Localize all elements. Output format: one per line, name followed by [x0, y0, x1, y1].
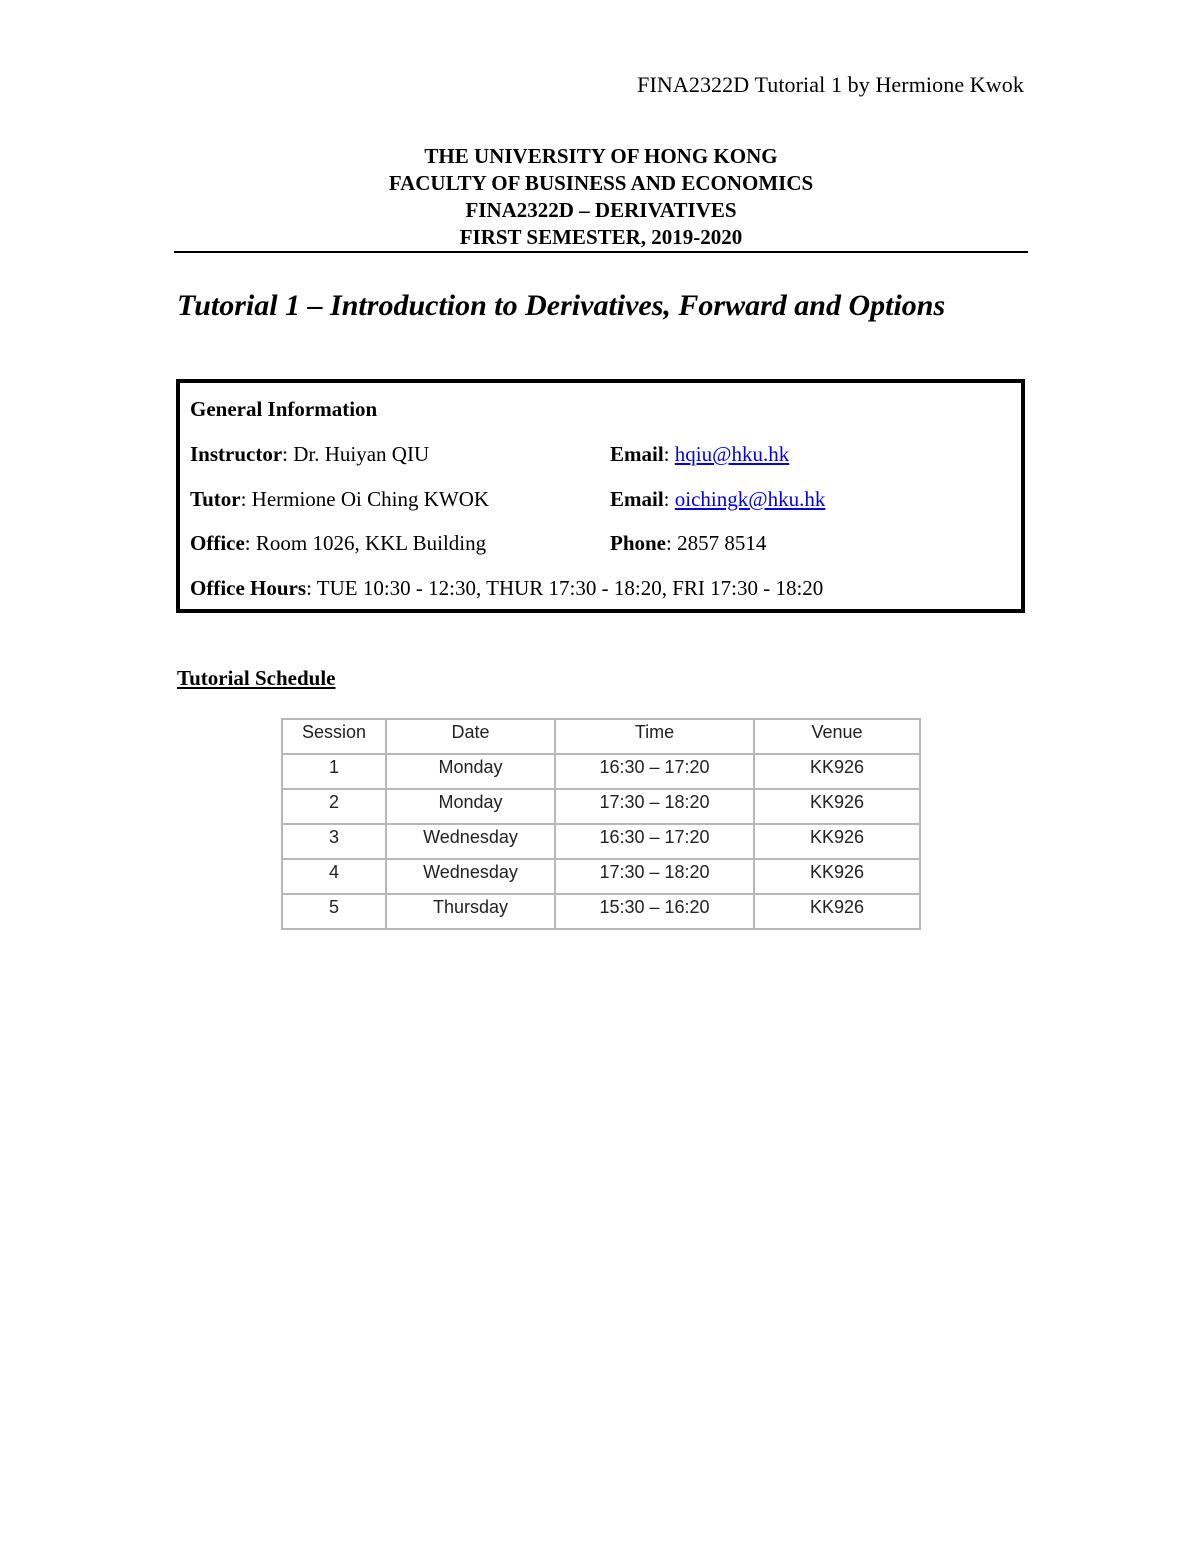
date-cell: Monday — [386, 789, 555, 824]
table-row — [282, 789, 920, 824]
instructor-label: Instructor — [190, 442, 283, 466]
office-line — [190, 531, 486, 556]
tutor-email-label: Email — [610, 487, 664, 511]
office-label: Office — [190, 531, 245, 555]
office-value: : Room 1026, KKL Building — [244, 531, 487, 555]
instructor-value: : Dr. Huiyan QIU — [282, 442, 430, 466]
column-header-venue: Venue — [754, 719, 920, 754]
masthead — [174, 143, 1028, 251]
session-cell: 3 — [282, 824, 386, 859]
session-cell: 1 — [282, 754, 386, 789]
time-cell: 15:30 – 16:20 — [555, 894, 754, 929]
table-row — [282, 824, 920, 859]
masthead-divider — [174, 251, 1028, 253]
phone-value: : 2857 8514 — [666, 531, 767, 555]
instructor-email-link[interactable]: hqiu@hku.hk — [674, 442, 790, 466]
venue-cell: KK926 — [754, 824, 920, 859]
masthead-semester: FIRST SEMESTER, 2019-2020 — [459, 225, 743, 249]
office-hours-value: : TUE 10:30 - 12:30, THUR 17:30 - 18:20, FRI 17:30 - 18:20 — [306, 576, 824, 600]
instructor-email-line — [610, 442, 789, 467]
session-cell: 5 — [282, 894, 386, 929]
column-header-session: Session — [282, 719, 386, 754]
time-cell: 17:30 – 18:20 — [555, 859, 754, 894]
tutor-email-colon: : — [663, 487, 675, 511]
tutorial-schedule-heading: Tutorial Schedule — [177, 666, 336, 690]
masthead-faculty: FACULTY OF BUSINESS AND ECONOMICS — [388, 171, 814, 195]
session-cell: 4 — [282, 859, 386, 894]
general-information-heading — [190, 397, 377, 422]
date-cell: Thursday — [386, 894, 555, 929]
masthead-university: THE UNIVERSITY OF HONG KONG — [424, 144, 778, 168]
general-information-box — [176, 379, 1025, 613]
column-header-time: Time — [555, 719, 754, 754]
date-cell: Monday — [386, 754, 555, 789]
session-cell: 2 — [282, 789, 386, 824]
instructor-email-colon: : — [663, 442, 675, 466]
venue-cell: KK926 — [754, 894, 920, 929]
tutor-email-line — [610, 487, 825, 512]
table-row — [282, 754, 920, 789]
date-cell: Wednesday — [386, 824, 555, 859]
date-cell: Wednesday — [386, 859, 555, 894]
tutorial-schedule-table — [281, 718, 921, 930]
phone-line — [610, 531, 766, 556]
table-header-row — [282, 719, 920, 754]
tutor-line — [190, 487, 489, 512]
tutor-email-link[interactable]: oichingk@hku.hk — [674, 487, 826, 511]
page-title: Tutorial 1 – Introduction to Derivatives, Forward and Options — [177, 289, 946, 322]
general-information-heading-text: General Information — [190, 397, 378, 421]
tutor-value: : Hermione Oi Ching KWOK — [240, 487, 490, 511]
time-cell: 16:30 – 17:20 — [555, 824, 754, 859]
instructor-line — [190, 442, 429, 467]
office-hours-line — [190, 576, 823, 601]
venue-cell: KK926 — [754, 789, 920, 824]
masthead-course: FINA2322D – DERIVATIVES — [465, 198, 737, 222]
venue-cell: KK926 — [754, 859, 920, 894]
instructor-email-label: Email — [610, 442, 664, 466]
phone-label: Phone — [610, 531, 667, 555]
table-row — [282, 894, 920, 929]
office-hours-label: Office Hours — [190, 576, 307, 600]
tutor-label: Tutor — [190, 487, 241, 511]
column-header-date: Date — [386, 719, 555, 754]
venue-cell: KK926 — [754, 754, 920, 789]
table-row — [282, 859, 920, 894]
time-cell: 16:30 – 17:20 — [555, 754, 754, 789]
time-cell: 17:30 – 18:20 — [555, 789, 754, 824]
running-header: FINA2322D Tutorial 1 by Hermione Kwok — [637, 72, 1024, 97]
